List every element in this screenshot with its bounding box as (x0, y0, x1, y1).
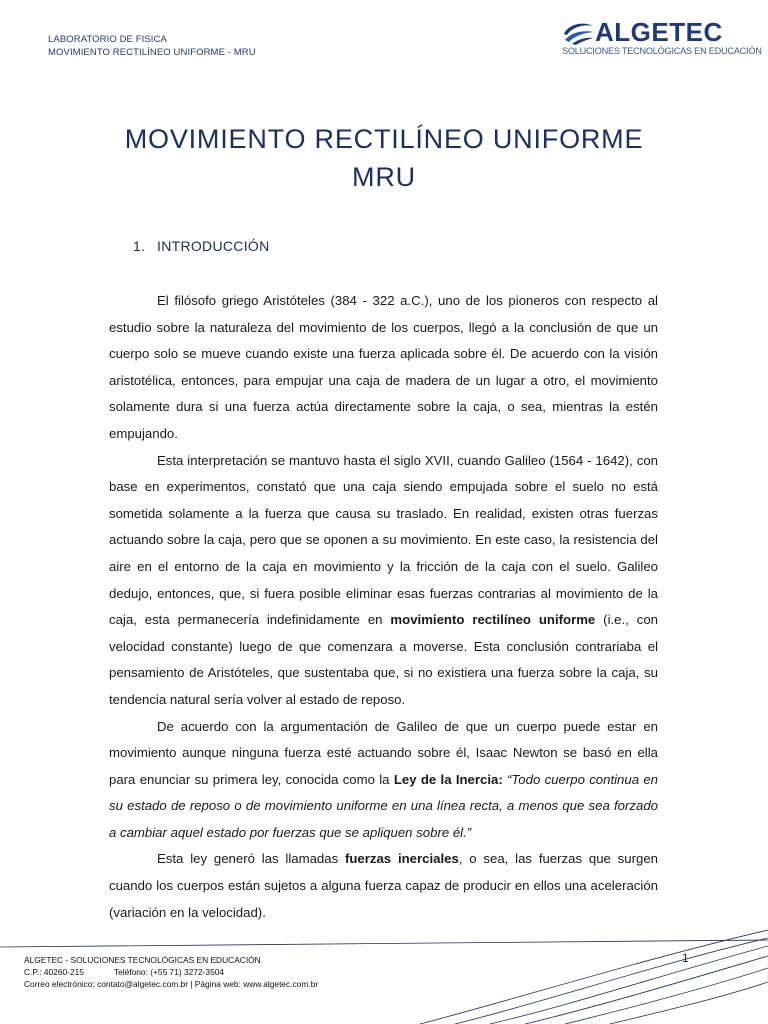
logo-mark-icon (562, 21, 594, 45)
page-title (0, 120, 768, 196)
paragraph-4-bold: fuerzas inerciales (344, 851, 459, 867)
paragraph-2 (109, 448, 658, 714)
footer-address-line (24, 966, 318, 978)
paragraph-2-text-a: Esta interpretación se mantuvo hasta el siglo XVII, cuando Galileo (1564 - 1642), con base en experimentos, constató que una caja siendo empujada sobre el suelo no está sometida solamente a la fuerza que causa su traslado. En realidad, existen otras fuerzas actuando sobre la caja, pero que se oponen a su movimiento. En este caso, la resistencia del aire en el entorno de la caja en movimiento y la fricción de la caja con el suelo. Galileo dedujo, entonces, que, si fuera posible eliminar esas fuerzas contrarias al movimiento de la caja, esta permanecería indefinidamente en (109, 452, 658, 628)
paragraph-4-text-b: , o sea, las fuerzas que surgen cuando los cuerpos están sujetos a alguna fuerza capaz de producir en ellos una aceleración (variación en la velocidad). (109, 851, 658, 920)
document-body (109, 288, 658, 926)
paragraph-3 (109, 714, 658, 847)
footer-phone: Teléfono: (+55 71) 3272-3504 (113, 967, 225, 977)
title-line-2: MRU (352, 162, 416, 192)
title-line-1: MOVIMIENTO RECTILÍNEO UNIFORME (124, 124, 644, 154)
footer-company: ALGETEC - SOLUCIONES TECNOLÓGICAS EN EDUCACIÓN (24, 955, 261, 965)
section-title: INTRODUCCIÓN (157, 238, 270, 254)
section-number: 1. (133, 238, 146, 254)
paragraph-2-text-b: (i.e., con velocidad constante) luego de que comenzara a moverse. Esta conclusión contrariaba el pensamiento de Aristóteles, que sustentaba que, si no existiera una fuerza sobre la caja, su tendencia natural sería volver al estado de reposo. (109, 612, 658, 707)
document-header (48, 33, 256, 59)
section-heading (133, 238, 269, 254)
footer-contact-block (24, 954, 318, 990)
paragraph-3-text-a: De acuerdo con la argumentación de Galileo de que un cuerpo puede estar en movimiento aunque ninguna fuerza esté actuando sobre él, Isaac Newton se basó en ella para enunciar su primera ley, conocida como la (109, 718, 658, 787)
paragraph-4-text-a: Esta ley generó las llamadas (157, 851, 345, 867)
algetec-logo (562, 17, 762, 62)
paragraph-2-bold: movimiento rectilíneo uniforme (390, 612, 596, 628)
header-topic-label: MOVIMIENTO RECTILÍNEO UNIFORME - MRU (48, 47, 256, 58)
paragraph-1: El filósofo griego Aristóteles (384 - 322 a.C.), uno de los pioneros con respecto al estudio sobre la naturaleza del movimiento de los cuerpos, llegó a la conclusión de que un cuerpo solo se mueve cuando existe una fuerza aplicada sobre él. De acuerdo con la visión aristotélica, entonces, para empujar una caja de madera de un lugar a otro, el movimiento solamente dura si una fuerza actúa directamente sobre la caja, o sea, mientras la estén empujando. (109, 293, 658, 441)
logo-wordmark: ALGETEC (595, 17, 723, 47)
page-number: 1 (682, 951, 689, 965)
paragraph-3-quote: “Todo cuerpo continua en su estado de reposo o de movimiento uniforme en una línea recta, a menos que sea forzado a cambiar aquel estado por fuerzas que se apliquen sobre él.” (109, 771, 659, 840)
footer-contact: Correo electrónico: contato@algetec.com.br | Página web: www.algetec.com.br (24, 979, 319, 989)
paragraph-4 (109, 846, 658, 926)
logo-tagline: SOLUCIONES TECNOLÓGICAS EN EDUCACIÓN (562, 46, 762, 56)
paragraph-3-bold: Ley de la Inercia: (393, 771, 503, 787)
header-lab-label: LABORATORIO DE FISICA (48, 34, 167, 45)
footer-postal: C.P.: 40260-215 (24, 967, 84, 977)
